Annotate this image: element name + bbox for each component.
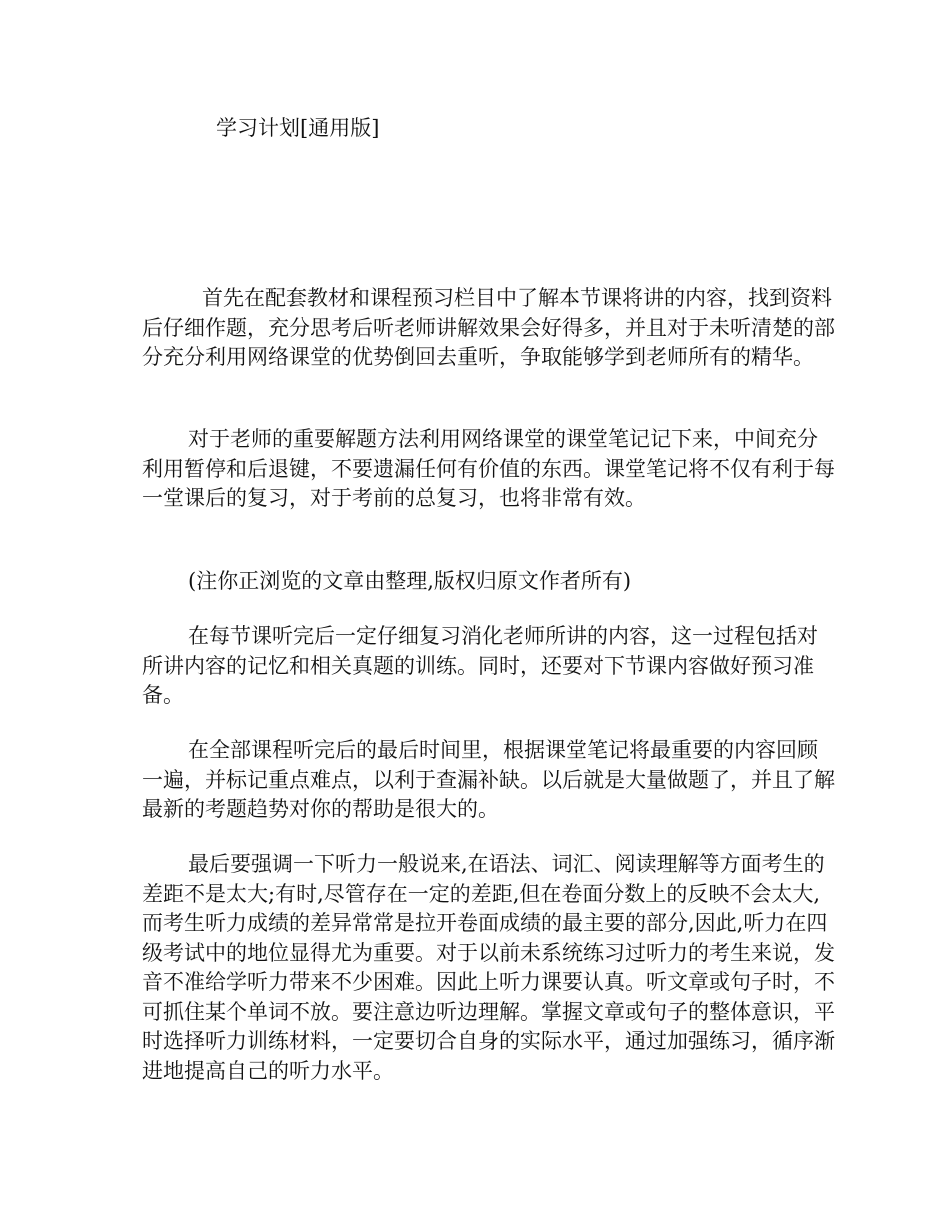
paragraph-class-notes: 对于老师的重要解题方法利用网络课堂的课堂笔记记下来，中间充分利用暂停和后退键，不要遗漏任何有价值的东西。课堂笔记将不仅有利于每一堂课后的复习，对于考前的总复习，也将非常有效。 (142, 427, 835, 510)
paragraph-final-review: 在全部课程听完后的最后时间里，根据课堂笔记将最重要的内容回顾一遍，并标记重点难点，以利于查漏补缺。以后就是大量做题了，并且了解最新的考题趋势对你的帮助是很大的。 (142, 738, 835, 821)
paragraph-copyright-note: (注你正浏览的文章由整理,版权归原文作者所有) (188, 569, 632, 593)
paragraph-preview-study: 首先在配套教材和课程预习栏目中了解本节课将讲的内容，找到资料后仔细作题，充分思考后听老师讲解效果会好得多，并且对于未听清楚的部分充分利用网络课堂的优势倒回去重听，争取能够学到老师所有的精华。 (142, 286, 835, 369)
document-title: 学习计划[通用版] (216, 116, 380, 140)
paragraph-listening-advice: 最后要强调一下听力一般说来,在语法、词汇、阅读理解等方面考生的差距不是太大;有时,尽管存在一定的差距,但在卷面分数上的反映不会太大,而考生听力成绩的差异常常是拉开卷面成绩的最主要的部分,因此,听力在四级考试中的地位显得尤为重要。对于以前未系统练习过听力的考生来说，发音不准给学听力带来不少困难。因此上听力课要认真。听文章或句子时，不可抓住某个单词不放。要注意边听边理解。掌握文章或句子的整体意识，平时选择听力训练材料，一定要切合自身的实际水平，通过加强练习，循序渐进地提高自己的听力水平。 (142, 852, 835, 1083)
paragraph-review-after-class: 在每节课听完后一定仔细复习消化老师所讲的内容，这一过程包括对所讲内容的记忆和相关真题的训练。同时，还要对下节课内容做好预习准备。 (142, 624, 818, 707)
